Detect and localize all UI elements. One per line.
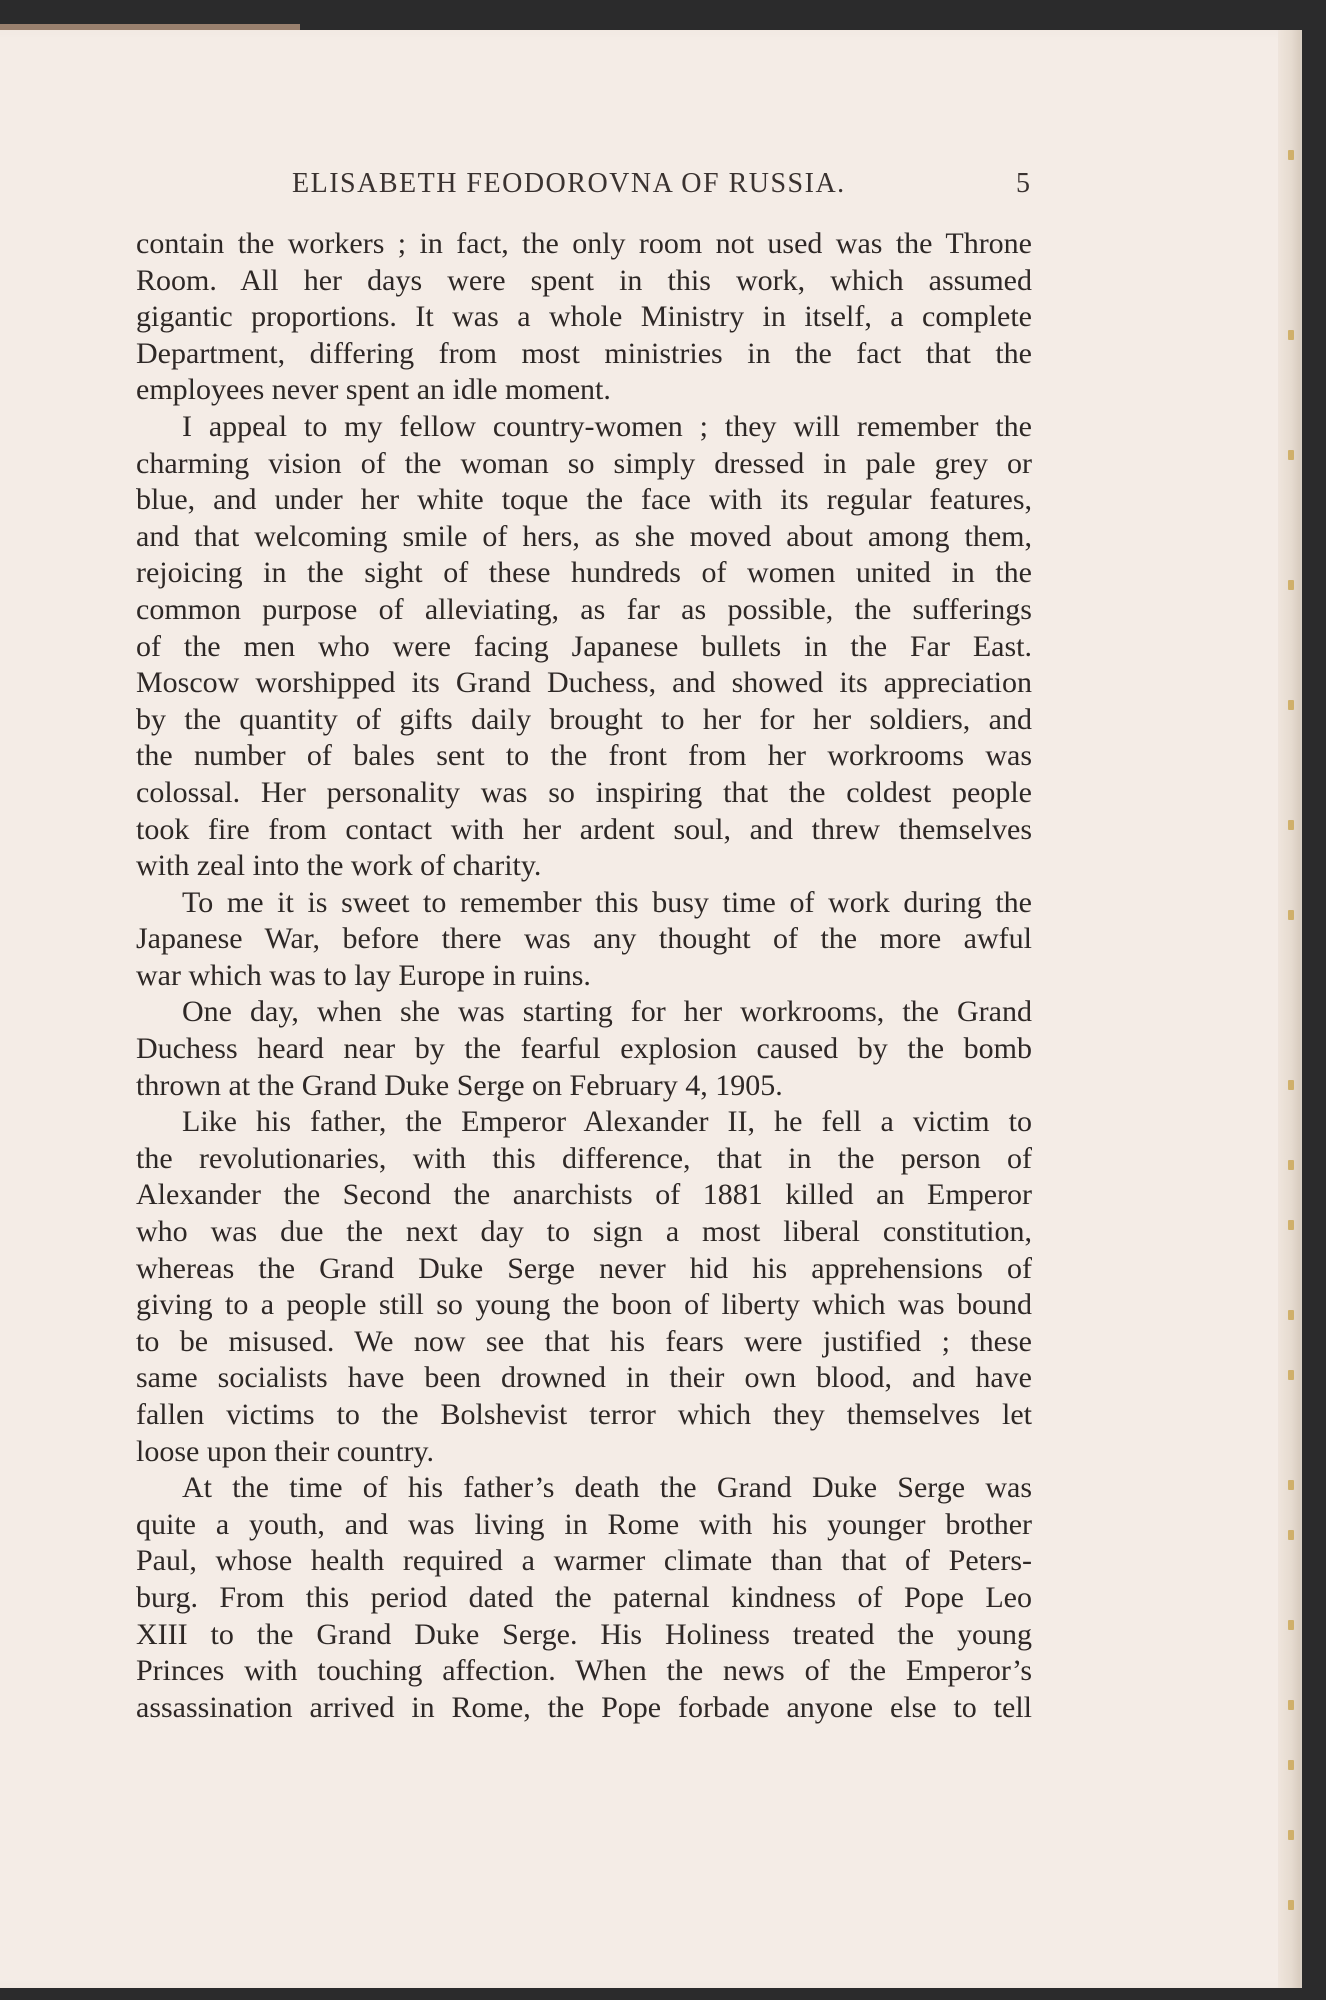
text-line: took fire from contact with her ardent soul, and threw themselves	[136, 812, 1032, 846]
gilt-edge-mark	[1288, 1080, 1294, 1090]
page-fore-edge	[1278, 30, 1300, 1988]
text-line: thrown at the Grand Duke Serge on February 4, 1905.	[136, 1068, 783, 1102]
gilt-edge-mark	[1288, 1530, 1294, 1540]
running-header: ELISABETH FEODOROVNA OF RUSSIA.	[292, 168, 846, 199]
gilt-edge-mark	[1288, 1220, 1294, 1230]
text-line: the revolutionaries, with this difference, that in the person of	[136, 1141, 1032, 1175]
text-line: Like his father, the Emperor Alexander II, he fell a victim to	[182, 1105, 1032, 1139]
text-line: by the quantity of gifts daily brought to her for her soldiers, and	[136, 702, 1032, 736]
text-line: employees never spent an idle moment.	[136, 373, 611, 407]
gilt-edge-mark	[1288, 1830, 1294, 1840]
gilt-edge-mark	[1288, 330, 1294, 340]
text-line: fallen victims to the Bolshevist terror which they themselves let	[136, 1398, 1032, 1431]
gilt-edge-mark	[1288, 1700, 1294, 1710]
gilt-edge-mark	[1288, 1310, 1294, 1320]
text-line: common purpose of alleviating, as far as possible, the sufferings	[136, 592, 1032, 626]
text-line: Duchess heard near by the fearful explosion caused by the bomb	[136, 1032, 1032, 1066]
text-line: the number of bales sent to the front from her workrooms was	[136, 739, 1032, 773]
text-line: quite a youth, and was living in Rome with his younger brother	[136, 1507, 1032, 1541]
text-line: same socialists have been drowned in their own blood, and have	[136, 1361, 1032, 1395]
text-line: colossal. Her personality was so inspiring that the coldest people	[136, 775, 1032, 809]
text-line: giving to a people still so young the boon of liberty which was bound	[136, 1288, 1032, 1322]
body-text	[136, 226, 1032, 1726]
text-line: burg. From this period dated the paternal kindness of Pope Leo	[136, 1580, 1032, 1614]
text-line: with zeal into the work of charity.	[136, 849, 542, 883]
gilt-edge-mark	[1288, 1370, 1294, 1380]
gilt-edge-mark	[1288, 700, 1294, 710]
text-line: I appeal to my fellow country-women ; they will remember the	[182, 409, 1032, 443]
text-line: charming vision of the woman so simply dressed in pale grey or	[136, 446, 1032, 480]
page-number: 5	[1016, 168, 1030, 199]
text-line: Japanese War, before there was any thought of the more awful	[136, 922, 1032, 956]
text-line: Room. All her days were spent in this work, which assumed	[136, 263, 1032, 297]
gilt-edge-mark	[1288, 580, 1294, 590]
text-line: assassination arrived in Rome, the Pope forbade anyone else to tell	[136, 1690, 1032, 1724]
text-line: At the time of his father’s death the Grand Duke Serge was	[182, 1471, 1032, 1505]
gilt-edge-mark	[1288, 450, 1294, 460]
gilt-edge-mark	[1288, 150, 1294, 160]
text-line: of the men who were facing Japanese bullets in the Far East.	[136, 629, 1032, 663]
text-line: and that welcoming smile of hers, as she moved about among them,	[136, 519, 1032, 553]
text-line: contain the workers ; in fact, the only room not used was the Throne	[136, 227, 1032, 260]
text-line: war which was to lay Europe in ruins.	[136, 958, 591, 992]
text-line: Moscow worshipped its Grand Duchess, and showed its appreciation	[136, 666, 1032, 700]
gilt-edge-mark	[1288, 1620, 1294, 1630]
text-line: One day, when she was starting for her workrooms, the Grand	[182, 995, 1032, 1029]
text-line: Department, differing from most ministries in the fact that the	[136, 336, 1032, 370]
text-line: XIII to the Grand Duke Serge. His Holiness treated the young	[136, 1617, 1032, 1651]
text-line: loose upon their country.	[136, 1434, 434, 1468]
text-line: rejoicing in the sight of these hundreds of women united in the	[136, 556, 1032, 590]
gilt-edge-mark	[1288, 1900, 1294, 1910]
text-line: To me it is sweet to remember this busy time of work during the	[182, 885, 1032, 919]
text-line: who was due the next day to sign a most liberal constitution,	[136, 1215, 1032, 1249]
gilt-edge-mark	[1288, 1480, 1294, 1490]
text-line: blue, and under her white toque the face with its regular features,	[136, 483, 1032, 517]
text-line: Alexander the Second the anarchists of 1881 killed an Emperor	[136, 1178, 1032, 1212]
gilt-edge-mark	[1288, 910, 1294, 920]
text-line: Princes with touching affection. When the news of the Emperor’s	[136, 1654, 1032, 1688]
gilt-edge-mark	[1288, 820, 1294, 830]
text-line: whereas the Grand Duke Serge never hid his apprehensions of	[136, 1251, 1032, 1285]
text-line: to be misused. We now see that his fears were justified ; these	[136, 1324, 1032, 1358]
text-line: Paul, whose health required a warmer climate than that of Peters-	[136, 1544, 1032, 1578]
gilt-edge-mark	[1288, 1160, 1294, 1170]
text-line: gigantic proportions. It was a whole Ministry in itself, a complete	[136, 300, 1032, 334]
gilt-edge-mark	[1288, 1760, 1294, 1770]
